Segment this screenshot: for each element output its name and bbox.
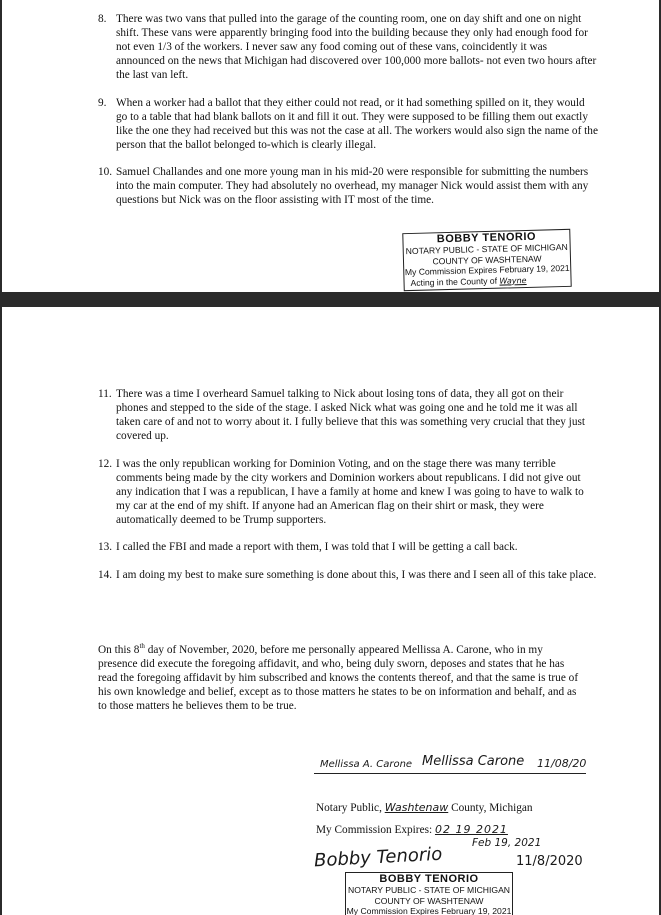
- item-text: Samuel Challandes and one more young man in his mid-20 were responsible for submitting the numbers into the main computer. They had absolutely no overhead, my manager Nick would assist them with any questions but Nick was on the floor assisting with IT most of the time.: [116, 166, 589, 207]
- stamp-county: COUNTY OF WASHTENAW: [374, 895, 484, 906]
- item-number: 14.: [98, 569, 113, 581]
- stamp-name: BOBBY TENORIO: [379, 873, 479, 885]
- item-text: When a worker had a ballot that they either could not read, or it had something spilled on it, they would go to a table that had blank ballots on it and fill it out. They were supposed to be filling them out exactly like the one they had received but this was not the case at all. The workers would also sign the name of the person that the ballot belonged to-which is clearly illegal.: [116, 97, 598, 152]
- stamp-expiry: My Commission Expires February 19, 2021: [346, 906, 512, 915]
- stamp-acting-county-handwriting: Wayne: [499, 275, 527, 286]
- notary-county-label: County, Michigan: [451, 802, 533, 814]
- item-number: 10.: [98, 166, 113, 178]
- item-text: There was two vans that pulled into the garage of the counting room, one on day shift and one on night shift. These vans were apparently bringing food into the building because they only had enough food for not even 1/3 of the workers. I never saw any food coming out of these vans, coincidently it was announced on the news that Michigan had discovered over 100,000 more ballots- not even two hours after the last van left.: [116, 13, 597, 82]
- item-text: I called the FBI and made a report with them, I was told that I will be getting a call back.: [116, 541, 518, 553]
- stamp-name: BOBBY TENORIO: [436, 230, 537, 246]
- item-text: I am doing my best to make sure something is done about this, I was there and I seen all of this take place.: [116, 569, 597, 581]
- stamp-expiry: My Commission Expires February 19, 2021: [404, 262, 570, 278]
- notary-date-handwriting: 11/8/2020: [516, 854, 583, 869]
- stamp-acting-label: Acting in the County of: [410, 275, 498, 288]
- jurat-body: day of November, 2020, before me personally appeared Mellissa A. Carone, who in my presence did execute the foregoing affidavit, and who, being duly sworn, deposes and states that he has read the foregoing affidavit by him subscribed and knows the contents thereof, and that the same is true of his own knowledge and belief, except as to those matters he states to be on information and behalf, and as to those matters he believes them to be true.: [98, 643, 579, 713]
- item-number: 13.: [98, 541, 113, 553]
- stamp-title: NOTARY PUBLIC - STATE OF MICHIGAN: [405, 241, 568, 257]
- commission-date-handwriting-2: Feb 19, 2021: [472, 837, 542, 849]
- item-number: 12.: [98, 458, 113, 470]
- item-number: 9.: [98, 97, 107, 109]
- item-number: 8.: [98, 13, 107, 25]
- notary-county-line: [316, 801, 616, 815]
- notary-signature-handwriting: Bobby Tenorio: [313, 843, 443, 872]
- signature-line: [314, 773, 586, 774]
- notary-stamp: [345, 872, 513, 915]
- notary-commission-line: [316, 823, 616, 837]
- affidavit-page-2: [2, 307, 659, 915]
- commission-date-handwriting: 02 19 2021: [434, 823, 508, 836]
- jurat-ordinal: th: [139, 642, 145, 650]
- commission-label: My Commission Expires:: [316, 824, 433, 836]
- jurat-lead: On this 8: [98, 643, 140, 656]
- affidavit-page-1: [2, 0, 659, 292]
- stamp-county: COUNTY OF WASHTENAW: [432, 253, 542, 266]
- affiant-date-handwriting: 11/08/20: [537, 757, 587, 770]
- stamp-title: NOTARY PUBLIC - STATE OF MICHIGAN: [347, 885, 511, 895]
- affiant-signature-handwriting: Mellissa Carone: [422, 754, 525, 769]
- item-number: 11.: [98, 388, 112, 400]
- jurat-paragraph: [98, 639, 580, 713]
- notary-label: Notary Public,: [316, 802, 382, 814]
- item-text: There was a time I overheard Samuel talking to Nick about losing tons of data, they all got on their phones and stepped to the side of the stage. I asked Nick what was going one and he told me it was all taken care of and not to worry about it. I fully believe that this was something very crucial that they just covered up.: [116, 388, 586, 443]
- notary-county-handwriting: Washtenaw: [384, 801, 449, 814]
- item-text: I was the only republican working for Dominion Voting, and on the stage there was many terrible comments being made by the city workers and Dominion workers about republicans. I did not give out any indication that I was a republican, I have a family at home and knew I was going to have to walk to my car at the end of my shift. If anyone had an American flag on their shirt or mask, they were automatically deemed to be Trump supporters.: [116, 458, 584, 527]
- notary-stamp: [402, 229, 571, 291]
- affiant-printed-name-handwriting: Mellissa A. Carone: [320, 759, 413, 770]
